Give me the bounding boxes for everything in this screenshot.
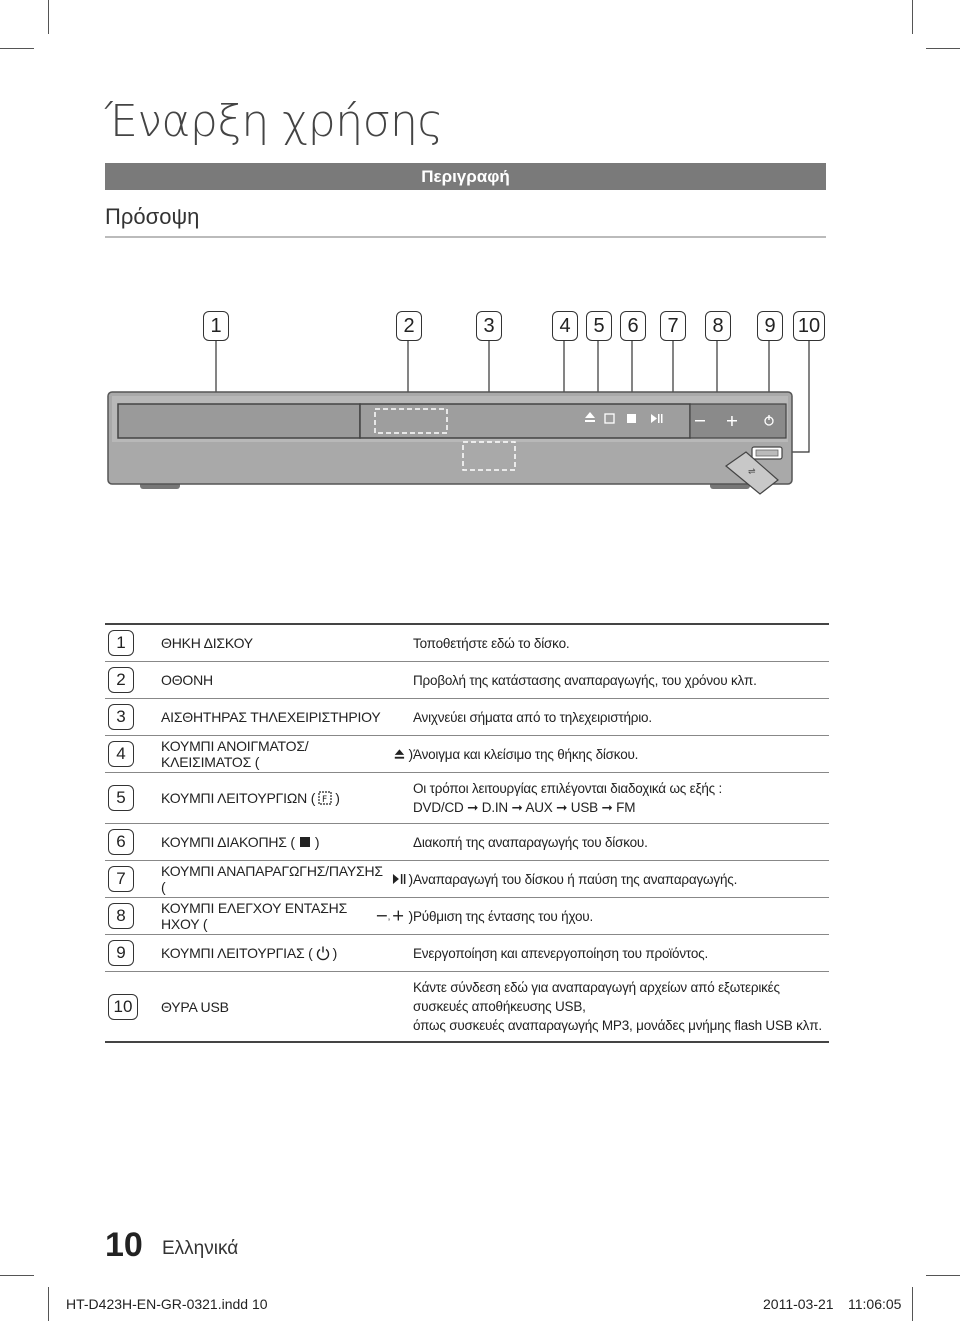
part-description: Ρύθμιση της έντασης του ήχου. (413, 908, 594, 924)
table-row (105, 699, 829, 736)
callout-3: 3 (476, 311, 502, 341)
callout-2: 2 (396, 311, 422, 341)
callout-9: 9 (757, 311, 783, 341)
slug-time: 11:06:05 (848, 1296, 902, 1312)
part-description: Ανιχνεύει σήματα από το τηλεχειριστήριο. (413, 709, 652, 725)
row-number: 8 (108, 903, 134, 929)
front-panel-diagram (0, 0, 960, 560)
part-name: ΚΟΥΜΠΙ ΑΝΟΙΓΜΑΤΟΣ/ΚΛΕΙΣΙΜΑΤΟΣ ( ) (161, 738, 413, 770)
svg-text:,: , (387, 911, 390, 922)
crop-mark (926, 1275, 960, 1276)
callout-5: 5 (586, 311, 612, 341)
part-name: ΚΟΥΜΠΙ ΛΕΙΤΟΥΡΓΙΑΣ ( ) (161, 945, 338, 961)
table-row (105, 662, 829, 699)
power-icon (315, 945, 331, 961)
row-number: 9 (108, 940, 134, 966)
row-number: 2 (108, 667, 134, 693)
table-row (105, 736, 829, 773)
page-language: Ελληνικά (162, 1238, 239, 1259)
table-row (105, 625, 829, 662)
part-name: ΚΟΥΜΠΙ ΔΙΑΚΟΠΗΣ ( ) (161, 834, 320, 850)
part-name: ΟΘΟΝΗ (161, 672, 213, 688)
minus-plus-icon (376, 908, 407, 924)
part-name: ΚΟΥΜΠΙ ΑΝΑΠΑΡΑΓΩΓΗΣ/ΠΑΥΣΗΣ ( ) (161, 863, 413, 895)
part-description: Κάντε σύνδεση εδώ για αναπαραγωγή αρχείων από εξωτερικές συσκευές αποθήκευσης USB, όπως συσκευές αναπαραγωγής MP3, μονάδες μνήμης flash USB κλπ. (413, 980, 822, 1033)
eject-icon (392, 746, 407, 762)
part-description: Διακοπή της αναπαραγωγής του δίσκου. (413, 834, 648, 850)
crop-mark (48, 1287, 49, 1321)
section-subheading: Πρόσοψη (105, 204, 826, 238)
table-row (105, 861, 829, 898)
table-row (105, 824, 829, 861)
row-number: 10 (108, 994, 138, 1020)
stop-icon (297, 834, 313, 850)
table-row (105, 972, 829, 1043)
stop-icon (627, 414, 636, 423)
callout-1: 1 (203, 311, 229, 341)
part-name: ΑΙΣΘΗΤΗΡΑΣ ΤΗΛΕΧΕΙΡΙΣΤΗΡΙΟΥ (161, 709, 381, 725)
part-description: Προβολή της κατάστασης αναπαραγωγής, του χρόνου κλπ. (413, 672, 757, 688)
callout-6: 6 (620, 311, 646, 341)
table-row (105, 935, 829, 972)
play-pause-icon (391, 871, 407, 887)
part-name: ΚΟΥΜΠΙ ΛΕΙΤΟΥΡΓΙΩΝ ( F ) (161, 790, 340, 806)
part-description: Αναπαραγωγή του δίσκου ή παύση της αναπαραγωγής. (413, 871, 738, 887)
section-banner: Περιγραφή (105, 163, 826, 190)
row-number: 4 (108, 741, 134, 767)
table-row (105, 898, 829, 935)
parts-table (105, 623, 829, 1043)
row-number: 3 (108, 704, 134, 730)
callout-10: 10 (793, 311, 825, 341)
row-number: 7 (108, 866, 134, 892)
part-name: ΘΗΚΗ ΔΙΣΚΟΥ (161, 635, 253, 651)
table-row (105, 773, 829, 824)
part-description: Άνοιγμα και κλείσιμο της θήκης δίσκου. (413, 746, 639, 762)
part-name: ΘΥΡΑ USB (161, 998, 229, 1015)
callout-7: 7 (660, 311, 686, 341)
row-number: 6 (108, 829, 134, 855)
crop-mark (0, 1275, 34, 1276)
disc-tray (118, 404, 360, 438)
page-number: 10 (105, 1226, 143, 1264)
slug-filename: HT-D423H-EN-GR-0321.indd 10 (66, 1296, 268, 1312)
crop-mark (912, 1287, 913, 1321)
slug-date: 2011-03-21 (763, 1296, 834, 1312)
row-number: 5 (108, 785, 134, 811)
part-description: Οι τρόποι λειτουργίας επιλέγονται διαδοχικά ως εξής : DVD/CD ➞ D.IN ➞ AUX ➞ USB ➞ FM (413, 781, 723, 815)
callout-8: 8 (705, 311, 731, 341)
part-description: Ενεργοποίηση και απενεργοποίηση του προϊόντος. (413, 945, 709, 961)
function-icon (317, 790, 333, 806)
device-drawing (0, 0, 960, 560)
svg-text:F: F (322, 795, 328, 805)
page-title: Έναρξη χρήσης (105, 96, 443, 147)
minus-icon (695, 420, 705, 422)
part-name: ΚΟΥΜΠΙ ΕΛΕΓΧΟΥ ΕΝΤΑΣΗΣ ΗΧΟΥ ( , ) (161, 900, 413, 932)
usb-icon: ⇌ (748, 467, 756, 477)
row-number: 1 (108, 630, 134, 656)
part-description: Τοποθετήστε εδώ το δίσκο. (413, 635, 570, 651)
callout-4: 4 (552, 311, 578, 341)
